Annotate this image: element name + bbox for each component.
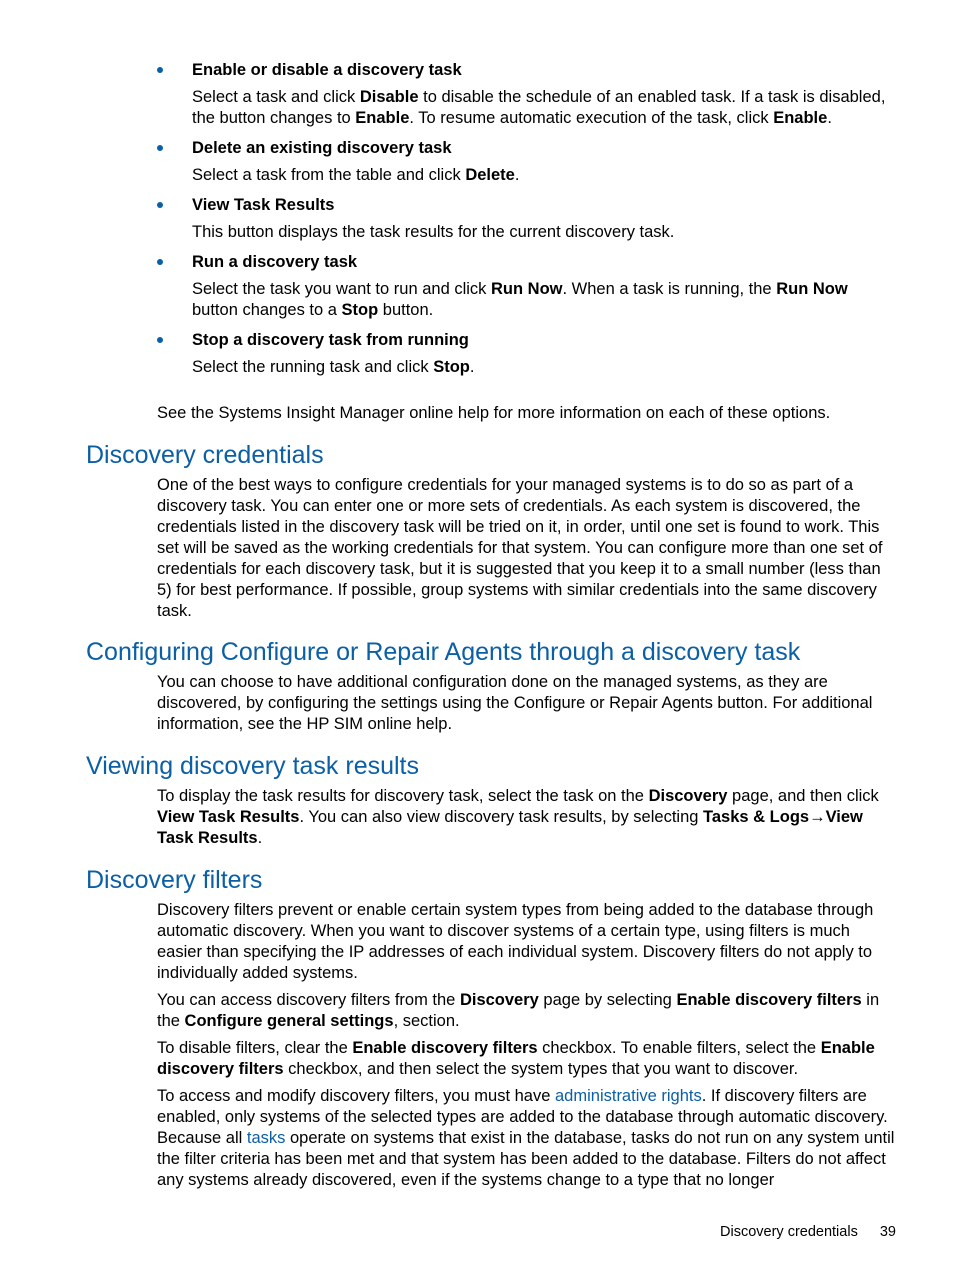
bold-term: Disable: [359, 88, 419, 106]
list-item-title: Enable or disable a discovery task: [192, 61, 462, 79]
bold-term: Run Now: [491, 280, 563, 298]
see-also-text: See the Systems Insight Manager online help for more information on each of these options.: [157, 404, 831, 422]
bold-term: Run Now: [776, 280, 848, 298]
bold-term: Enable: [773, 109, 828, 127]
bold-term: Enable: [355, 109, 410, 127]
paragraph: To disable filters, clear the Enable discovery filters checkbox. To enable filters, select the Enable discovery filters checkbox, and then select the system types that you want to discover.: [157, 1039, 875, 1078]
paragraph-with-links[interactable]: To access and modify discovery filters, you must have administrative rights. If discovery filters are enabled, only systems of the selected types are added to the database through automatic discovery. Because all tasks operate on systems that exist in the database, tasks do not run on any system until the filter criteria has been met and that system has been added to the database. Filters do not affect any systems already discovered, even if the systems change to a type that no longer: [157, 1087, 895, 1189]
list-item-body: Select the task you want to run and click Run Now. When a task is running, the Run Now button changes to a Stop button.: [192, 280, 848, 319]
section-heading-viewing-results: Viewing discovery task results: [86, 752, 420, 780]
option-list: [157, 60, 897, 387]
list-item-body: Select a task from the table and click Delete.: [192, 166, 520, 184]
list-item-title: View Task Results: [192, 196, 335, 214]
paragraph: Discovery filters prevent or enable certain system types from being added to the database through automatic discovery. When you want to discover systems of a certain type, using filters is much easier than specifying the IP addresses of each individual system. Discovery filters do not apply to individually added systems.: [157, 901, 874, 982]
list-item: [157, 138, 897, 186]
bullet-icon: [157, 202, 163, 208]
paragraph: One of the best ways to configure credentials for your managed systems is to do so as part of a discovery task. You can enter one or more sets of credentials. As each system is discovered, the credentials listed in the discovery task will be tried on it, in order, until one set is found to work. This set will be saved as the working credentials for that system. You can configure more than one set of credentials for each discovery task, but it is suggested that you keep it to a small number (less than 5) for best performance. If possible, group systems with similar credentials into the same discovery task.: [157, 476, 883, 620]
section-body-discovery-filters: [157, 900, 897, 1191]
paragraph: You can access discovery filters from the Discovery page by selecting Enable discovery filters in the Configure general settings, section.: [157, 991, 880, 1030]
bold-term: Enable discovery filters: [352, 1039, 538, 1057]
bold-term: Enable discovery filters: [157, 1039, 875, 1078]
bold-term: Delete: [465, 166, 515, 184]
paragraph: You can choose to have additional configuration done on the managed systems, as they are discovered, by configuring the settings using the Configure or Repair Agents button. For additional information, see the HP SIM online help.: [157, 673, 873, 733]
page-footer: [720, 1222, 896, 1242]
section-body-configure-agents: [157, 672, 897, 735]
bold-term: Configure general settings: [184, 1012, 394, 1030]
list-item-title: Stop a discovery task from running: [192, 331, 469, 349]
page-number: 39: [879, 1224, 896, 1240]
bullet-icon: [157, 67, 163, 73]
bold-term: Stop: [433, 358, 470, 376]
inline-link[interactable]: administrative rights: [555, 1087, 702, 1105]
bullet-icon: [157, 259, 163, 265]
bullet-icon: [157, 145, 163, 151]
bold-term: View Task Results: [157, 808, 863, 847]
bold-term: Stop: [341, 301, 379, 319]
list-item-title: Delete an existing discovery task: [192, 139, 452, 157]
bold-term: Discovery: [648, 787, 728, 805]
list-item-body: This button displays the task results for the current discovery task.: [192, 223, 675, 241]
inline-link[interactable]: tasks: [246, 1129, 286, 1147]
list-item: [157, 252, 897, 321]
list-item-title: Run a discovery task: [192, 253, 358, 271]
bullet-icon: [157, 337, 163, 343]
footer-section-title: Discovery credentials: [720, 1224, 858, 1240]
bold-term: Enable discovery filters: [676, 991, 862, 1009]
section-heading-discovery-filters: Discovery filters: [86, 866, 263, 894]
section-heading-configure-agents: Configuring Configure or Repair Agents through a discovery task: [86, 638, 801, 666]
bold-term: Discovery: [459, 991, 539, 1009]
section-body-discovery-credentials: [157, 475, 897, 622]
paragraph: To display the task results for discovery task, select the task on the Discovery page, and then click View Task Results. You can also view discovery task results, by selecting Tasks & Logs→View Task Results.: [157, 787, 879, 847]
list-item: [157, 195, 897, 243]
bold-term: Tasks & Logs: [703, 808, 810, 826]
section-heading-discovery-credentials: Discovery credentials: [86, 441, 324, 469]
list-item-body: Select the running task and click Stop.: [192, 358, 475, 376]
list-item-body: Select a task and click Disable to disable the schedule of an enabled task. If a task is disabled, the button changes to Enable. To resume automatic execution of the task, click Enable.: [192, 88, 886, 127]
section-body-viewing-results: [157, 786, 897, 849]
list-item: [157, 330, 897, 378]
list-item: [157, 60, 897, 129]
bold-term: View Task Results: [157, 808, 300, 826]
